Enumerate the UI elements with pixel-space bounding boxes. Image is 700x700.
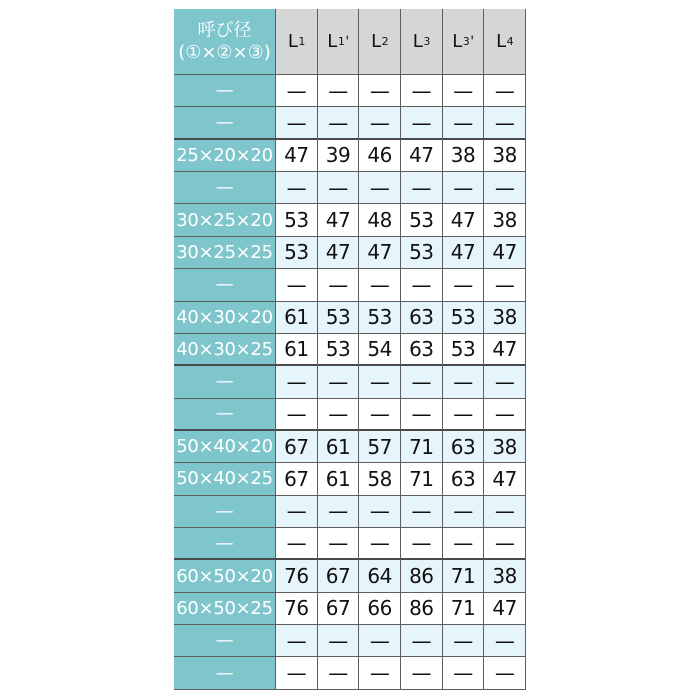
dimension-value-cell: 57 bbox=[359, 431, 401, 463]
dimension-value-cell: 71 bbox=[443, 593, 485, 625]
dimension-value-cell: — bbox=[276, 172, 318, 204]
dimension-value-cell: — bbox=[276, 625, 318, 657]
dimension-value-cell: 38 bbox=[443, 140, 485, 172]
nominal-size-cell: — bbox=[174, 657, 276, 689]
dimension-value-cell: — bbox=[359, 75, 401, 107]
dimension-value-cell: — bbox=[484, 75, 526, 107]
nominal-size-cell: — bbox=[174, 75, 276, 107]
dimension-value-cell: 47 bbox=[276, 140, 318, 172]
dimension-value-cell: 67 bbox=[318, 593, 360, 625]
nominal-size-header-sub: (①×②×③) bbox=[178, 41, 271, 63]
dimension-value-cell: 38 bbox=[484, 560, 526, 592]
column-header bbox=[318, 9, 360, 75]
dimension-value-cell: 53 bbox=[443, 302, 485, 334]
column-header-base: L bbox=[452, 31, 462, 52]
column-header-sub: 1 bbox=[298, 35, 305, 48]
column-header bbox=[484, 9, 526, 75]
column-header-base: L bbox=[496, 31, 506, 52]
dimension-value-cell: — bbox=[443, 399, 485, 431]
dimension-value-cell: — bbox=[359, 366, 401, 398]
dimension-value-cell: 61 bbox=[276, 334, 318, 366]
dimension-value-cell: — bbox=[276, 107, 318, 139]
dimension-value-cell: 67 bbox=[276, 431, 318, 463]
dimension-value-cell: 67 bbox=[318, 560, 360, 592]
dimension-value-cell: 67 bbox=[276, 463, 318, 495]
column-header bbox=[359, 9, 401, 75]
dimension-value-cell: — bbox=[318, 172, 360, 204]
nominal-size-cell: — bbox=[174, 625, 276, 657]
dimension-value-cell: 53 bbox=[318, 334, 360, 366]
dimension-value-cell: — bbox=[401, 528, 443, 560]
dimension-value-cell: 47 bbox=[484, 593, 526, 625]
column-header-sub: 4 bbox=[506, 35, 514, 48]
nominal-size-cell: — bbox=[174, 528, 276, 560]
nominal-size-cell: 40×30×20 bbox=[174, 302, 276, 334]
dimension-value-cell: — bbox=[484, 399, 526, 431]
nominal-size-cell: 30×25×20 bbox=[174, 204, 276, 236]
dimension-value-cell: — bbox=[359, 399, 401, 431]
dimension-value-cell: 53 bbox=[276, 237, 318, 269]
dimension-value-cell: — bbox=[359, 625, 401, 657]
dimension-value-cell: 47 bbox=[484, 334, 526, 366]
nominal-size-cell: 60×50×25 bbox=[174, 593, 276, 625]
dimension-value-cell: — bbox=[484, 657, 526, 689]
dimension-value-cell: 71 bbox=[401, 463, 443, 495]
dimension-value-cell: — bbox=[276, 269, 318, 301]
nominal-size-header bbox=[174, 9, 276, 75]
column-header-sub: 3 bbox=[423, 35, 430, 48]
dimension-value-cell: — bbox=[401, 625, 443, 657]
dimension-value-cell: 47 bbox=[318, 204, 360, 236]
dimension-value-cell: 38 bbox=[484, 204, 526, 236]
dimension-value-cell: — bbox=[443, 625, 485, 657]
nominal-size-cell: — bbox=[174, 172, 276, 204]
dimension-value-cell: 63 bbox=[443, 431, 485, 463]
dimension-value-cell: — bbox=[318, 107, 360, 139]
nominal-size-cell: 30×25×25 bbox=[174, 237, 276, 269]
column-header-base: L bbox=[412, 31, 423, 52]
dimension-value-cell: 54 bbox=[359, 334, 401, 366]
dimension-value-cell: — bbox=[401, 75, 443, 107]
column-header-base: L bbox=[327, 31, 337, 52]
column-header bbox=[401, 9, 443, 75]
dimension-value-cell: — bbox=[401, 269, 443, 301]
dimension-value-cell: — bbox=[443, 172, 485, 204]
dimension-value-cell: — bbox=[359, 172, 401, 204]
nominal-size-cell: 25×20×20 bbox=[174, 140, 276, 172]
dimension-value-cell: 47 bbox=[443, 204, 485, 236]
dimension-value-cell: — bbox=[443, 528, 485, 560]
dimension-value-cell: — bbox=[443, 107, 485, 139]
dimension-value-cell: — bbox=[484, 107, 526, 139]
dimension-value-cell: — bbox=[401, 107, 443, 139]
dimension-value-cell: — bbox=[276, 496, 318, 528]
dimension-value-cell: — bbox=[359, 107, 401, 139]
nominal-size-cell: 40×30×25 bbox=[174, 334, 276, 366]
nominal-size-cell: — bbox=[174, 107, 276, 139]
column-header-sub: 1 bbox=[337, 35, 345, 48]
dimension-value-cell: — bbox=[318, 625, 360, 657]
dimension-value-cell: 71 bbox=[401, 431, 443, 463]
nominal-size-cell: — bbox=[174, 399, 276, 431]
dimension-value-cell: — bbox=[401, 399, 443, 431]
column-header-prime: ' bbox=[470, 33, 474, 50]
dimension-value-cell: — bbox=[401, 172, 443, 204]
column-header-base: L bbox=[371, 31, 381, 52]
dimension-value-cell: — bbox=[276, 399, 318, 431]
nominal-size-cell: 50×40×25 bbox=[174, 463, 276, 495]
dimension-value-cell: — bbox=[484, 366, 526, 398]
dimension-value-cell: 47 bbox=[359, 237, 401, 269]
dimension-value-cell: 53 bbox=[443, 334, 485, 366]
nominal-size-cell: 50×40×20 bbox=[174, 431, 276, 463]
dimension-value-cell: — bbox=[359, 269, 401, 301]
dimension-value-cell: — bbox=[401, 657, 443, 689]
dimension-value-cell: 66 bbox=[359, 593, 401, 625]
dimension-value-cell: — bbox=[401, 496, 443, 528]
dimension-value-cell: — bbox=[276, 366, 318, 398]
dimension-value-cell: 53 bbox=[401, 237, 443, 269]
dimension-value-cell: — bbox=[484, 528, 526, 560]
dimension-value-cell: 86 bbox=[401, 560, 443, 592]
dimension-value-cell: — bbox=[443, 269, 485, 301]
dimension-value-cell: — bbox=[276, 75, 318, 107]
dimension-value-cell: — bbox=[359, 496, 401, 528]
dimension-value-cell: — bbox=[359, 528, 401, 560]
dimension-value-cell: — bbox=[318, 269, 360, 301]
dimension-value-cell: 47 bbox=[484, 237, 526, 269]
dimension-value-cell: 86 bbox=[401, 593, 443, 625]
dimension-value-cell: — bbox=[484, 172, 526, 204]
dimension-value-cell: 38 bbox=[484, 431, 526, 463]
nominal-size-header-label: 呼び径 bbox=[197, 19, 252, 41]
dimension-value-cell: — bbox=[443, 75, 485, 107]
dimension-value-cell: 38 bbox=[484, 302, 526, 334]
column-header-base: L bbox=[287, 31, 298, 52]
dimension-value-cell: 63 bbox=[401, 334, 443, 366]
dimension-value-cell: 38 bbox=[484, 140, 526, 172]
dimension-value-cell: 46 bbox=[359, 140, 401, 172]
column-header bbox=[276, 9, 318, 75]
nominal-size-cell: — bbox=[174, 366, 276, 398]
dimension-value-cell: 47 bbox=[484, 463, 526, 495]
column-header-sub: 3 bbox=[462, 35, 470, 48]
dimension-value-cell: 61 bbox=[318, 431, 360, 463]
nominal-size-cell: — bbox=[174, 269, 276, 301]
dimension-value-cell: — bbox=[318, 657, 360, 689]
dimension-value-cell: — bbox=[276, 528, 318, 560]
dimension-table bbox=[174, 9, 526, 690]
nominal-size-cell: — bbox=[174, 496, 276, 528]
dimension-value-cell: 76 bbox=[276, 560, 318, 592]
dimension-value-cell: 61 bbox=[318, 463, 360, 495]
dimension-value-cell: 53 bbox=[276, 204, 318, 236]
column-header bbox=[443, 9, 485, 75]
dimension-value-cell: — bbox=[484, 496, 526, 528]
dimension-value-cell: — bbox=[401, 366, 443, 398]
dimension-value-cell: 47 bbox=[401, 140, 443, 172]
dimension-value-cell: — bbox=[318, 399, 360, 431]
dimension-value-cell: 48 bbox=[359, 204, 401, 236]
dimension-value-cell: 76 bbox=[276, 593, 318, 625]
dimension-value-cell: 53 bbox=[359, 302, 401, 334]
dimension-value-cell: — bbox=[318, 496, 360, 528]
dimension-value-cell: 58 bbox=[359, 463, 401, 495]
dimension-value-cell: — bbox=[318, 75, 360, 107]
dimension-value-cell: — bbox=[276, 657, 318, 689]
dimension-value-cell: 64 bbox=[359, 560, 401, 592]
dimension-value-cell: — bbox=[443, 366, 485, 398]
dimension-value-cell: 47 bbox=[443, 237, 485, 269]
dimension-value-cell: 61 bbox=[276, 302, 318, 334]
dimension-value-cell: 39 bbox=[318, 140, 360, 172]
dimension-value-cell: — bbox=[443, 657, 485, 689]
dimension-value-cell: 47 bbox=[318, 237, 360, 269]
dimension-value-cell: — bbox=[484, 625, 526, 657]
dimension-value-cell: 63 bbox=[443, 463, 485, 495]
dimension-value-cell: — bbox=[443, 496, 485, 528]
dimension-value-cell: — bbox=[359, 657, 401, 689]
dimension-value-cell: — bbox=[318, 366, 360, 398]
dimension-value-cell: — bbox=[484, 269, 526, 301]
column-header-sub: 2 bbox=[381, 35, 389, 48]
dimension-value-cell: — bbox=[318, 528, 360, 560]
dimension-value-cell: 53 bbox=[401, 204, 443, 236]
dimension-value-cell: 63 bbox=[401, 302, 443, 334]
dimension-value-cell: 71 bbox=[443, 560, 485, 592]
dimension-value-cell: 53 bbox=[318, 302, 360, 334]
column-header-prime: ' bbox=[345, 33, 349, 50]
nominal-size-cell: 60×50×20 bbox=[174, 560, 276, 592]
